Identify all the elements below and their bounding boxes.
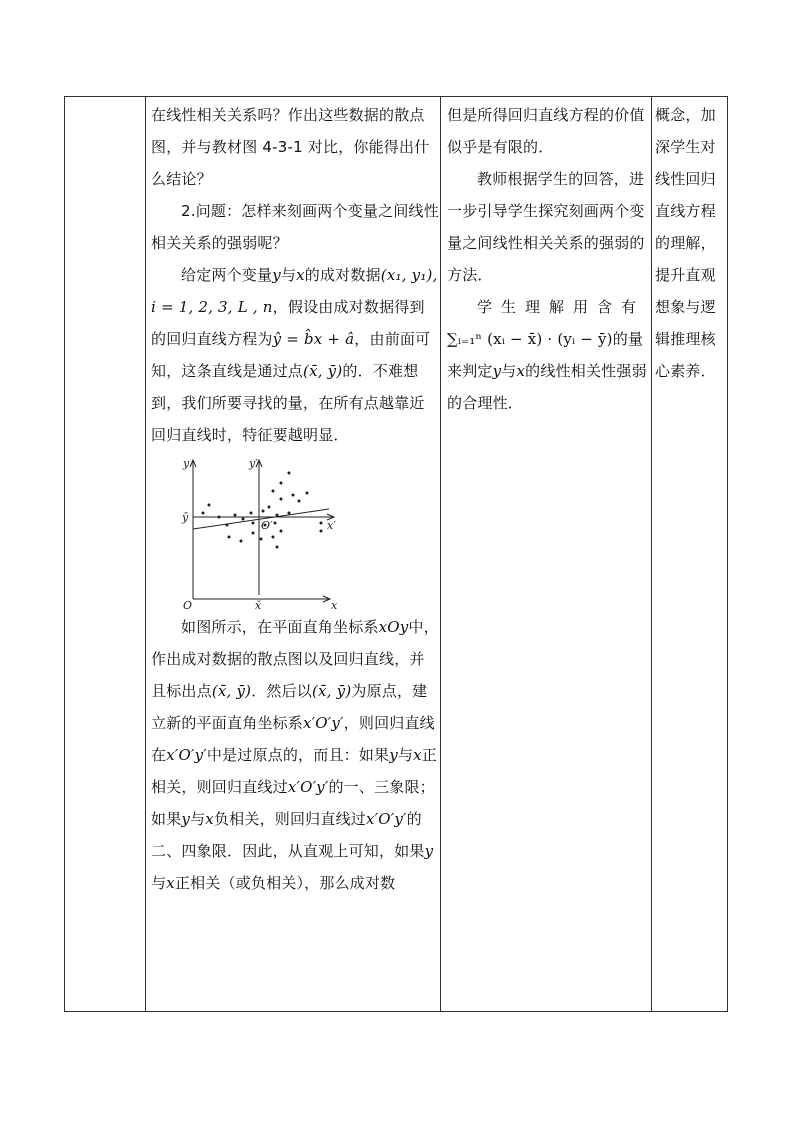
new-origin-label: O′ — [261, 519, 273, 532]
x-mean-label: x̄ — [255, 599, 262, 611]
column-divider — [651, 97, 652, 1011]
x-prime-axis-label: x′ — [327, 519, 337, 532]
definition-paragraph: 给定两个变量y与x的成对数据(x₁, y₁), i = 1, 2, 3, L , n，假设由成对数据得到的回归直线方程为ŷ = b̂x + â，由前面可知，这条直线是通过点(x̄, ȳ)的．不难想到，我们所要寻找的量，在所有点越靠近回归直线时，特征要越明显． — [151, 266, 438, 444]
pairs-formula: (x₁, y₁), i = 1, 2, 3, L , n — [151, 266, 438, 316]
column-divider — [145, 97, 146, 1011]
data-points — [202, 472, 323, 549]
origin-label: O — [183, 599, 193, 611]
activity-paragraph-2: 教师根据学生的回答，进一步引导学生探究刻画两个变量之间线性相关关系的强弱的方法． — [447, 170, 645, 284]
activity-paragraph-3: 学生理解用含有∑ᵢ₌₁ⁿ (xᵢ − x̄) · (yᵢ − ȳ)的量来判定y与x的线性相关性强弱的合理性． — [447, 298, 647, 412]
design-intent-text: 概念，加深学生对线性回归直线方程的理解，提升直观想象与逻辑推理核心素养． — [655, 106, 716, 380]
column-divider — [440, 97, 441, 1011]
y-axis-label: y — [183, 457, 190, 470]
question-paragraph: 在线性相关关系吗？作出这些数据的散点图，并与教材图 4-3-1 对比，你能得出什么结论？ — [151, 106, 430, 188]
activity-column — [447, 97, 647, 419]
teaching-content-column — [151, 97, 439, 899]
explanation-paragraph: 如图所示，在平面直角坐标系xOy中，作出成对数据的散点图以及回归直线，并且标出点(x̄, ȳ)．然后以(x̄, ȳ)为原点，建立新的平面直角坐标系x′O′y′，则回归直线在x′O′y′中是过原点的，而且：如果y与x正相关，则回归直线过x′O′y′的一、三象限；如果y与x负相关，则回归直线过x′O′y′的二、四象限．因此，从直观上可知，如果y与x正相关（或负相关），那么成对数 — [151, 618, 439, 892]
regression-equation: ŷ = b̂x + â — [272, 330, 355, 348]
lesson-table — [64, 96, 728, 1012]
y-prime-axis-label: y′ — [249, 457, 259, 470]
mean-point: (x̄, ȳ) — [303, 362, 343, 380]
problem-paragraph: 2.问题：怎样来刻画两个变量之间线性相关关系的强弱呢？ — [151, 202, 439, 252]
activity-paragraph-1: 但是所得回归直线方程的价值似乎是有限的． — [447, 106, 645, 156]
design-intent-column — [655, 97, 723, 387]
sum-formula: ∑ᵢ₌₁ⁿ (xᵢ − x̄) · (yᵢ − ȳ) — [447, 330, 613, 348]
x-axis-label: x — [331, 599, 338, 611]
scatter-plot-figure — [181, 455, 341, 611]
y-mean-label: ȳ — [182, 511, 189, 524]
